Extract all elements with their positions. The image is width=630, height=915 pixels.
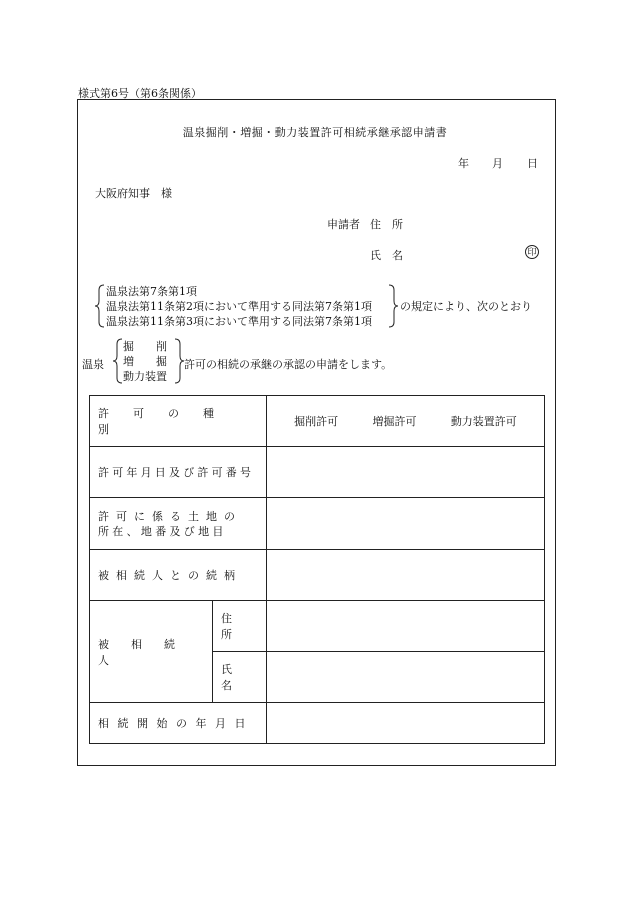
permit-type-label-cell bbox=[90, 396, 267, 447]
row-relation bbox=[90, 550, 545, 601]
date-day: 日 bbox=[527, 157, 538, 170]
decedent-address-value[interactable] bbox=[267, 601, 545, 652]
relation-label-cell bbox=[90, 550, 267, 601]
start-date-value[interactable] bbox=[267, 703, 545, 744]
applicant-label: 申請者 bbox=[327, 218, 360, 231]
onsen-label: 温泉 bbox=[82, 358, 104, 371]
row-permit-type bbox=[90, 396, 545, 447]
permit-type-options-cell bbox=[267, 396, 545, 447]
applicant-address-label: 住 所 bbox=[370, 218, 403, 231]
decedent-name-label-cell bbox=[213, 652, 267, 703]
action-additional-excavation: 増掘 bbox=[123, 355, 189, 368]
action-suffix: 許可の相続の承継の承認の申請をします。 bbox=[184, 358, 393, 371]
start-date-label-cell bbox=[90, 703, 267, 744]
law-suffix: の規定により、次のとおり bbox=[400, 300, 532, 313]
action-power-device: 動力装置 bbox=[123, 370, 167, 383]
law-ref-1: 温泉法第7条第1項 bbox=[106, 285, 197, 298]
action-list bbox=[123, 339, 189, 384]
land-value[interactable] bbox=[267, 498, 545, 550]
decedent-address-label: 住所 bbox=[221, 612, 250, 641]
land-label-line1: 許可に係る土地の bbox=[98, 509, 242, 523]
row-permit-date bbox=[90, 447, 545, 498]
law-ref-3: 温泉法第11条第3項において準用する同法第7条第1項 bbox=[106, 315, 372, 328]
row-decedent-address bbox=[90, 601, 545, 652]
permit-date-label: 許可年月日及び許可番号 bbox=[98, 466, 255, 479]
right-brace-icon bbox=[388, 284, 398, 328]
permit-type-power[interactable]: 動力装置許可 bbox=[450, 415, 517, 428]
relation-label: 被相続人との続柄 bbox=[98, 569, 242, 582]
action-left-brace-icon bbox=[113, 338, 123, 384]
permit-type-excavation[interactable]: 掘削許可 bbox=[294, 415, 339, 428]
row-start-date bbox=[90, 703, 545, 744]
addressee: 大阪府知事 様 bbox=[95, 187, 172, 200]
date-month: 月 bbox=[492, 157, 503, 170]
relation-value[interactable] bbox=[267, 550, 545, 601]
law-ref-2: 温泉法第11条第2項において準用する同法第7条第1項 bbox=[106, 300, 372, 313]
date-year: 年 bbox=[458, 157, 469, 170]
land-label-cell bbox=[90, 498, 267, 550]
decedent-label-cell bbox=[90, 601, 213, 703]
permit-type-label: 許可の種別 bbox=[98, 407, 238, 436]
law-ref-list bbox=[106, 284, 372, 329]
decedent-label: 被相続人 bbox=[98, 637, 197, 667]
permit-date-label-cell bbox=[90, 447, 267, 498]
permit-type-additional[interactable]: 増掘許可 bbox=[372, 415, 417, 428]
action-excavation: 掘削 bbox=[123, 340, 189, 353]
decedent-address-label-cell bbox=[213, 601, 267, 652]
left-brace-icon bbox=[95, 284, 105, 328]
row-land bbox=[90, 498, 545, 550]
action-right-brace-icon bbox=[174, 338, 184, 384]
applicant-name-label: 氏 名 bbox=[370, 249, 403, 262]
decedent-name-value[interactable] bbox=[267, 652, 545, 703]
decedent-name-label: 氏名 bbox=[221, 663, 250, 692]
form-title: 温泉掘削・増掘・動力装置許可相続承継承認申請書 bbox=[182, 126, 448, 139]
seal-mark: 印 bbox=[525, 245, 539, 259]
application-table bbox=[89, 395, 545, 744]
land-label-line2: 所在、地番及び地目 bbox=[98, 524, 227, 538]
form-number: 様式第6号（第6条関係） bbox=[78, 87, 202, 100]
permit-date-value[interactable] bbox=[267, 447, 545, 498]
start-date-label: 相続開始の年月日 bbox=[98, 717, 254, 730]
